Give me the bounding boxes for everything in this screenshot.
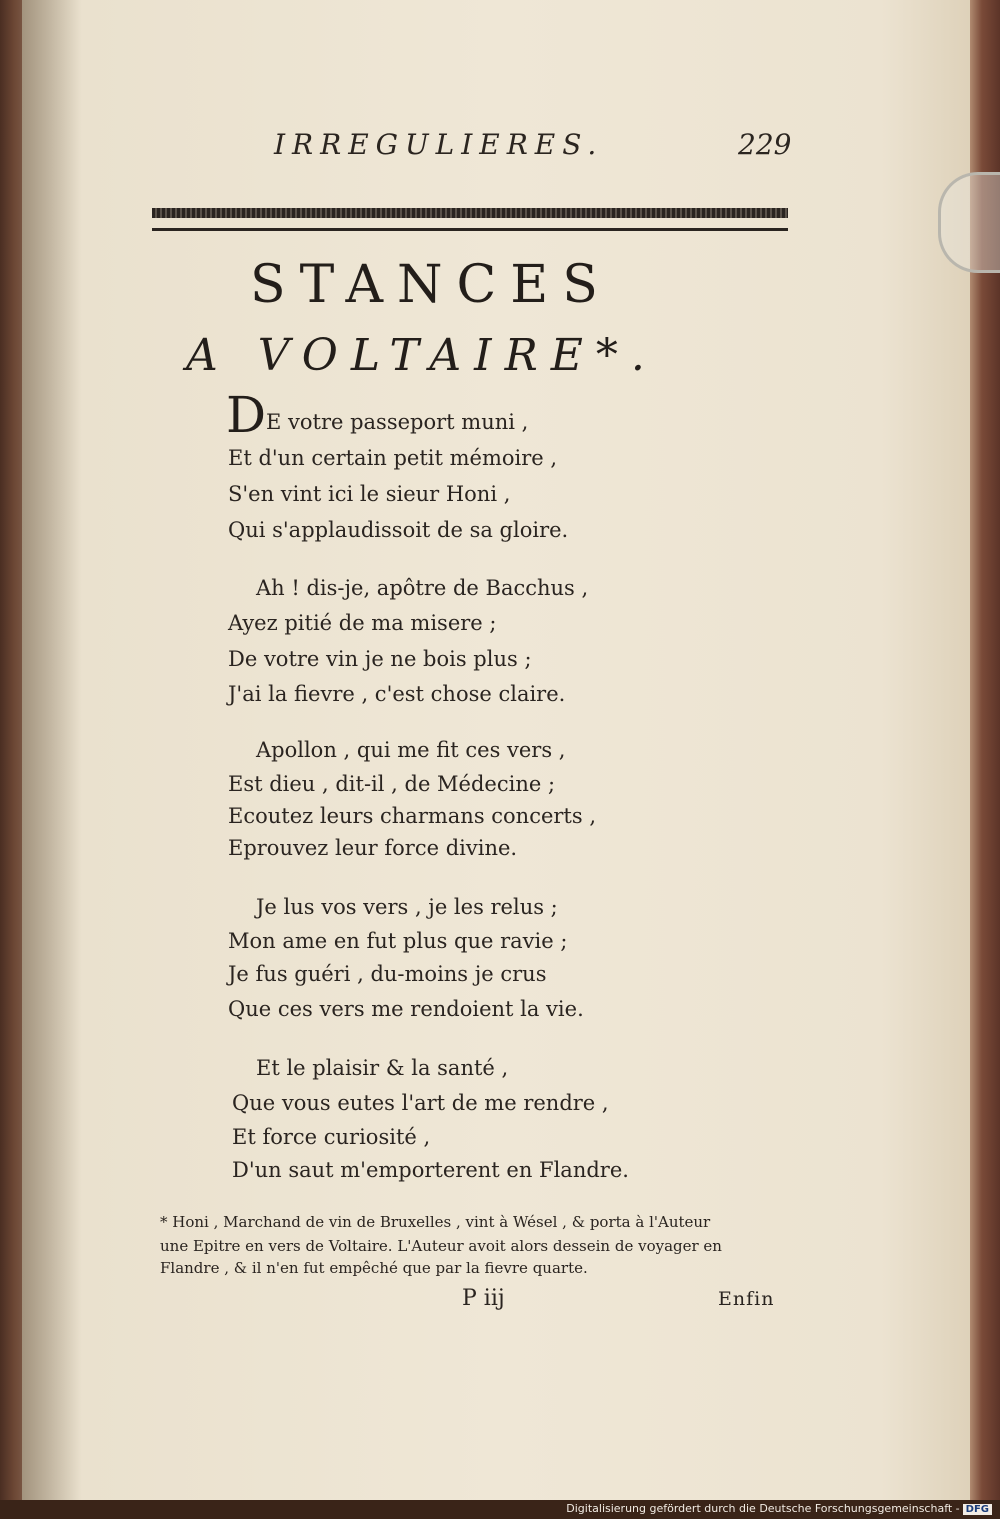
dfg-logo: DFG <box>963 1504 992 1515</box>
page-clip <box>938 172 1000 273</box>
footnote-line: Flandre , & il n'en fut empêché que par la fievre quarte. <box>160 1259 588 1277</box>
poem-line: Est dieu , dit-il , de Médecine ; <box>228 772 556 796</box>
poem-line: Ah ! dis-je, apôtre de Bacchus , <box>256 576 589 600</box>
gutter-shadow <box>22 0 82 1500</box>
poem-line: E votre passeport muni , <box>266 410 529 434</box>
poem-line: S'en vint ici le sieur Honi , <box>228 482 511 506</box>
poem-line: Ecoutez leurs charmans concerts , <box>228 804 597 828</box>
ornamental-rule <box>152 208 788 218</box>
credit-text: Digitalisierung gefördert durch die Deutsche Forschungsgemeinschaft - <box>566 1502 960 1515</box>
poem-line: J'ai la fievre , c'est chose claire. <box>228 682 566 706</box>
poem-line: Je fus guéri , du-moins je crus <box>228 962 547 986</box>
poem-line: Que ces vers me rendoient la vie. <box>228 997 584 1021</box>
running-head: IRREGULIERES. <box>274 128 604 161</box>
poem-line: Je lus vos vers , je les relus ; <box>256 895 558 919</box>
poem-line: Et le plaisir & la santé , <box>256 1056 509 1080</box>
poem-line: Ayez pitié de ma misere ; <box>228 611 497 635</box>
poem-line: Et d'un certain petit mémoire , <box>228 446 558 470</box>
poem-line: Et force curiosité , <box>232 1125 431 1149</box>
poem-line: D'un saut m'emporterent en Flandre. <box>232 1158 629 1182</box>
poem-line: Apollon , qui me fit ces vers , <box>256 738 566 762</box>
poem-line: Mon ame en fut plus que ravie ; <box>228 929 568 953</box>
catchword: Enfin <box>718 1288 775 1310</box>
footnote-line: une Epitre en vers de Voltaire. L'Auteur avoit alors dessein de voyager en <box>160 1237 722 1255</box>
drop-cap: D <box>226 386 267 444</box>
poem-subtitle: A VOLTAIRE*. <box>186 330 658 381</box>
signature-mark: P iij <box>462 1286 505 1311</box>
poem-line: Eprouvez leur force divine. <box>228 836 518 860</box>
poem-line: De votre vin je ne bois plus ; <box>228 647 532 671</box>
poem-title: STANCES <box>250 255 612 315</box>
thin-rule <box>152 228 788 231</box>
poem-line: Que vous eutes l'art de me rendre , <box>232 1091 609 1115</box>
digitization-credit <box>566 1502 992 1515</box>
footnote-line: * Honi , Marchand de vin de Bruxelles , vint à Wésel , & porta à l'Auteur <box>160 1213 711 1231</box>
poem-line: Qui s'applaudissoit de sa gloire. <box>228 518 569 542</box>
page-number: 229 <box>738 128 792 161</box>
